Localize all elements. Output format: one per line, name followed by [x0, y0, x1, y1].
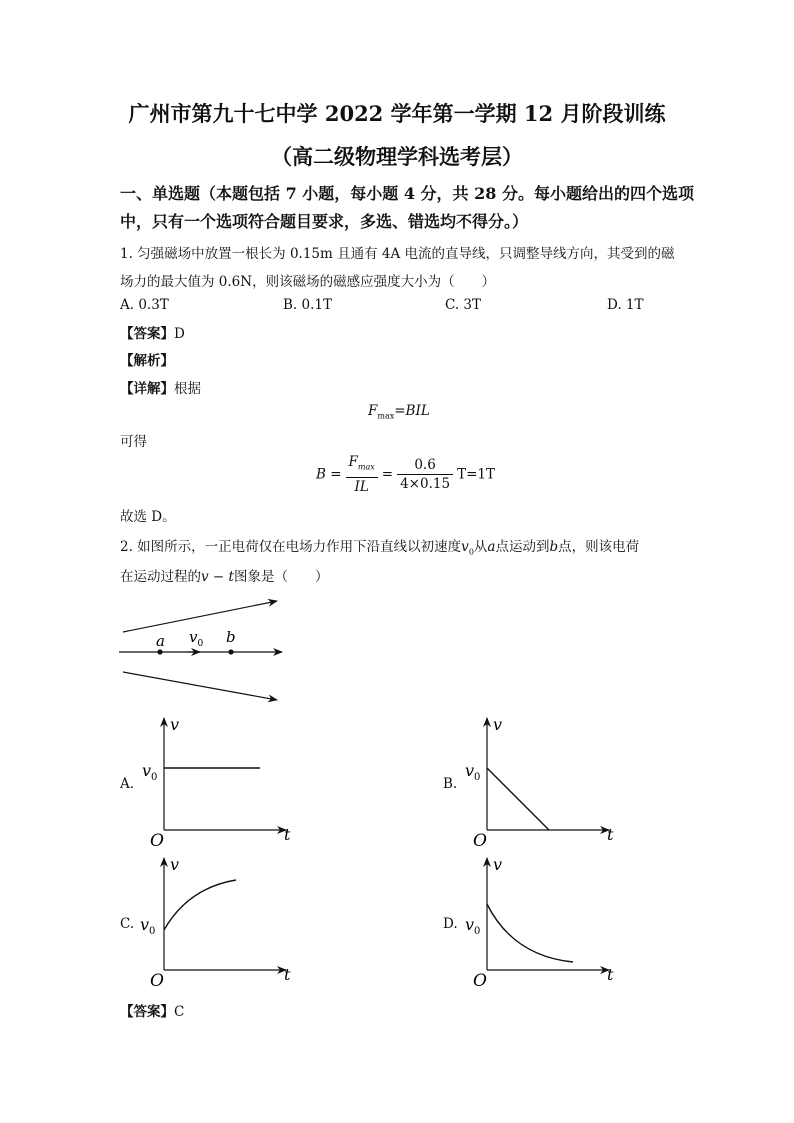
- q1-detail: [120, 377, 201, 397]
- v0-sub: 0: [149, 926, 156, 937]
- v0-sub: 0: [151, 772, 158, 783]
- graph-letter-c: C.: [120, 916, 135, 932]
- axis-v-label: v: [170, 715, 180, 734]
- q1-analysis-label: 【解析】: [120, 353, 174, 369]
- v0-label: [142, 761, 157, 783]
- label-a: a: [156, 632, 165, 650]
- v0-v: v: [142, 761, 152, 780]
- eq1-f: F: [368, 403, 378, 419]
- q1-equation-2: [316, 453, 495, 496]
- v0-label: [140, 915, 155, 937]
- axis-v-label: v: [170, 855, 180, 874]
- detail-label: 【详解】: [120, 381, 174, 397]
- field-line-figure: [115, 592, 295, 710]
- detail-text: 根据: [174, 381, 201, 397]
- eq2-frac-2: [397, 456, 453, 493]
- answer-value: D: [174, 326, 185, 342]
- upper-field-line: [123, 601, 277, 632]
- eq2-den: IL: [354, 478, 369, 495]
- v0-v: v: [465, 915, 475, 934]
- graph-letter-d: D.: [443, 916, 458, 932]
- q2-vt: v − t: [201, 569, 234, 585]
- axis-t-label: t: [607, 965, 614, 984]
- axis-origin-label: O: [473, 831, 487, 851]
- graph-letter-a: A.: [120, 776, 135, 792]
- q1-stem-line1: 1. 匀强磁场中放置一根长为 0.15m 且通有 4A 电流的直导线，只调整导线方向，其受到的磁: [120, 246, 675, 262]
- q1-option-b: B. 0.1T: [283, 297, 332, 313]
- axis-origin-label: O: [150, 971, 164, 991]
- axis-origin-label: O: [473, 971, 487, 991]
- q2-point-a: a: [487, 539, 496, 555]
- q2-text-a: 2. 如图所示，一正电荷仅在电场力作用下沿直线以初速度: [120, 539, 462, 555]
- label-v0-v: v: [189, 628, 198, 646]
- eq2-result: T=1T: [457, 466, 495, 483]
- q2-text-f: 图象是（ ）: [233, 569, 329, 585]
- v0-v: v: [140, 915, 150, 934]
- graph-curve: [487, 768, 549, 830]
- q1-stem-line2: 场力的最大值为 0.6N，则该磁场的磁感应强度大小为（ ）: [120, 274, 496, 290]
- section-heading-line1: 一、单选题（本题包括 7 小题，每小题 4 分，共 28 分。每小题给出的四个选项: [120, 184, 694, 203]
- q2-answer: [120, 1000, 184, 1020]
- eq1-rhs: =BIL: [394, 403, 430, 419]
- eq2-lhs: B =: [316, 466, 342, 483]
- eq1-sub: max: [377, 411, 395, 421]
- point-a-dot: [157, 649, 162, 654]
- graph-c: [138, 852, 298, 992]
- graph-a: [138, 712, 298, 852]
- graph-d: [461, 852, 621, 992]
- eq2-frac-1: [346, 453, 378, 496]
- q1-option-a: A. 0.3T: [120, 297, 169, 313]
- section-heading-line2: 中，只有一个选项符合题目要求，多选、错选均不得分。）: [120, 212, 529, 231]
- v0-label: [465, 915, 480, 937]
- q1-equation-1: [368, 403, 430, 421]
- q1-answer: [120, 322, 185, 342]
- lower-field-line: [123, 672, 277, 700]
- axis-v-label: v: [493, 855, 503, 874]
- axis-v-label: v: [493, 715, 503, 734]
- eq2-num: F: [348, 454, 358, 470]
- q2-text-b: 从: [473, 539, 488, 555]
- graph-letter-b: B.: [443, 776, 458, 792]
- axis-origin-label: O: [150, 831, 164, 851]
- eq2-den2: 4×0.15: [400, 475, 451, 492]
- q2-text-e: 在运动过程的: [120, 569, 201, 585]
- label-b: b: [226, 628, 236, 646]
- axis-t-label: t: [607, 825, 614, 844]
- q2-stem-line2: [120, 565, 328, 585]
- q2-v0-sub: 0: [468, 547, 474, 557]
- q2-point-b: b: [549, 539, 559, 555]
- v0-v: v: [465, 761, 475, 780]
- page-title: 广州市第九十七中学 2022 学年第一学期 12 月阶段训练: [128, 101, 666, 126]
- answer-value: C: [174, 1004, 185, 1020]
- eq2-num2: 0.6: [397, 456, 453, 475]
- q1-option-c: C. 3T: [445, 297, 482, 313]
- q2-stem-line1: [120, 535, 639, 557]
- graph-curve: [487, 904, 573, 962]
- eq2-equals: =: [381, 466, 394, 483]
- graph-curve: [164, 880, 236, 930]
- v0-label: [465, 761, 480, 783]
- q1-obtain: 可得: [120, 434, 147, 450]
- graph-b: [461, 712, 621, 852]
- answer-label: 【答案】: [120, 1004, 174, 1020]
- label-v0-sub: 0: [197, 639, 204, 649]
- page-subtitle: （高二级物理学科选考层）: [271, 144, 523, 169]
- label-v0: [189, 628, 203, 649]
- v0-sub: 0: [474, 926, 481, 937]
- eq2-num-sub: max: [357, 462, 375, 472]
- q2-text-d: 点，则该电荷: [558, 539, 640, 555]
- axis-t-label: t: [284, 825, 291, 844]
- q1-conclusion: 故选 D。: [120, 509, 176, 525]
- q1-option-d: D. 1T: [607, 297, 644, 313]
- q2-v0: v: [461, 539, 469, 555]
- q2-text-c: 点运动到: [495, 539, 550, 555]
- point-b-dot: [228, 649, 233, 654]
- v0-sub: 0: [474, 772, 481, 783]
- axis-t-label: t: [284, 965, 291, 984]
- answer-label: 【答案】: [120, 326, 174, 342]
